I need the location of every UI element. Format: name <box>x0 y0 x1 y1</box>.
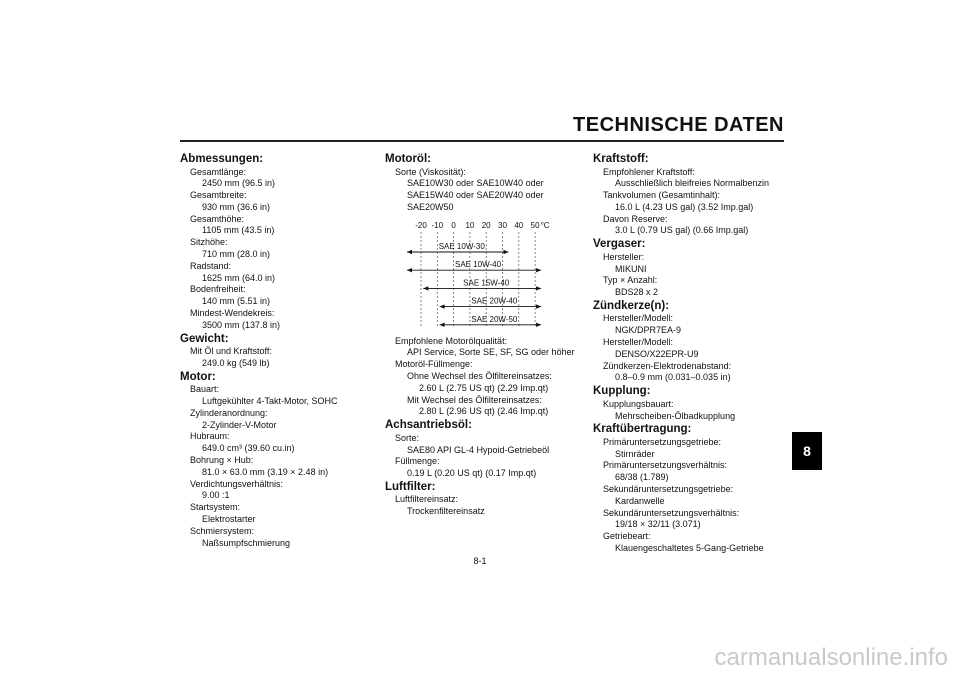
spec-line: Mindest-Wendekreis: <box>190 308 275 319</box>
section-heading: Kupplung: <box>593 385 651 398</box>
spec-line: Elektrostarter <box>202 514 256 525</box>
spec-line: Primäruntersetzungsgetriebe: <box>603 436 722 447</box>
spec-line: Naßsumpfschmierung <box>202 537 291 548</box>
spec-line: 930 mm (36.6 in) <box>202 201 271 212</box>
spec-line: Empfohlener Kraftstoff: <box>603 166 695 177</box>
section-heading: Vergaser: <box>593 238 646 251</box>
spec-line: Luftfiltereinsatz: <box>395 494 459 505</box>
spec-line: 16.0 L (4.23 US gal) (3.52 Imp.gal) <box>615 201 754 212</box>
section-heading: Kraftstoff: <box>593 153 649 165</box>
spec-line: Sekundäruntersetzungsgetriebe: <box>603 484 734 495</box>
spec-line: Startsystem: <box>190 502 241 513</box>
grade-arrow-right <box>536 304 541 308</box>
spec-line: Sitzhöhe: <box>190 237 228 248</box>
spec-line: Gesamtlänge: <box>190 166 247 177</box>
grade-label: SAE 20W-40 <box>471 296 518 306</box>
temp-label: 0 <box>451 220 456 230</box>
grade-label: SAE 10W-30 <box>438 241 485 251</box>
grade-label: SAE 15W-40 <box>463 278 510 288</box>
spec-line: Füllmenge: <box>395 456 440 467</box>
oil-and-filter-specs <box>385 336 585 518</box>
temp-label: -10 <box>431 220 444 230</box>
page-title: TECHNISCHE DATEN <box>573 114 784 136</box>
grade-arrow-left <box>440 322 445 326</box>
spec-line: SAE20W50 <box>407 201 454 212</box>
grade-arrow-right <box>504 249 509 253</box>
spec-line: Sorte (Viskosität): <box>395 166 466 177</box>
spec-line: Schmiersystem: <box>190 525 255 536</box>
spec-line: 1625 mm (64.0 in) <box>202 272 276 283</box>
spec-line: 710 mm (28.0 in) <box>202 249 271 260</box>
spec-line: Empfohlene Motorölqualität: <box>395 335 508 346</box>
oil-viscosity-chart <box>385 218 555 330</box>
spec-line: 2.80 L (2.96 US qt) (2.46 Imp.qt) <box>419 406 549 417</box>
grade-label: SAE 20W-50 <box>471 314 518 324</box>
spec-line: Mit Wechsel des Ölfiltereinsatzes: <box>407 394 542 405</box>
temp-label: 50 <box>530 220 540 230</box>
spec-line: Davon Reserve: <box>603 213 668 224</box>
header-rule <box>180 140 784 142</box>
spec-line: Sorte: <box>395 432 420 443</box>
grade-arrow-right <box>536 322 541 326</box>
spec-line: Bohrung × Hub: <box>190 455 254 466</box>
temp-label: 10 <box>465 220 475 230</box>
spec-line: Sekundäruntersetzungsverhältnis: <box>603 507 740 518</box>
spec-line: Bodenfreiheit: <box>190 284 246 295</box>
spec-line: Typ × Anzahl: <box>603 275 658 286</box>
page-number: 8-1 <box>473 556 487 566</box>
spec-line: API Service, Sorte SE, SF, SG oder höher <box>407 347 575 358</box>
spec-line: Hubraum: <box>190 431 230 442</box>
chapter-tab: 8 <box>792 432 822 470</box>
grade-arrow-left <box>407 268 412 272</box>
temp-unit: °C <box>540 220 550 230</box>
section-heading: Motoröl: <box>385 153 431 165</box>
spec-line: 3.0 L (0.79 US gal) (0.66 Imp.gal) <box>615 225 749 236</box>
spec-line: Zylinderanordnung: <box>190 407 268 418</box>
spec-line: Gesamthöhe: <box>190 213 245 224</box>
spec-line: Mehrscheiben-Ölbadkupplung <box>615 410 736 421</box>
spec-line: Kardanwelle <box>615 495 665 506</box>
spec-line: Mit Öl und Kraftstoff: <box>190 346 272 357</box>
spec-column-3 <box>593 152 783 555</box>
watermark: carmanualsonline.info <box>714 644 948 671</box>
temp-label: 40 <box>514 220 524 230</box>
spec-line: 2.60 L (2.75 US qt) (2.29 Imp.qt) <box>419 382 549 393</box>
spec-line: Radstand: <box>190 260 232 271</box>
spec-line: 9.00 :1 <box>202 490 230 501</box>
spec-line: Klauengeschaltetes 5-Gang-Getriebe <box>615 543 764 554</box>
temp-label: -20 <box>415 220 427 230</box>
spec-line: SAE15W40 oder SAE20W40 oder <box>407 190 544 201</box>
spec-line: 2450 mm (96.5 in) <box>202 178 276 189</box>
spec-line: 2-Zylinder-V-Motor <box>202 419 277 430</box>
temp-label: 20 <box>481 220 491 230</box>
section-heading: Achsantriebsöl: <box>385 419 472 432</box>
spec-column-1 <box>180 152 360 549</box>
spec-line: SAE10W30 oder SAE10W40 oder <box>407 178 544 189</box>
spec-line: BDS28 x 2 <box>615 287 659 298</box>
spec-line: 19/18 × 32/11 (3.071) <box>615 519 701 530</box>
section-heading: Abmessungen: <box>180 153 264 165</box>
section-heading: Zündkerze(n): <box>593 299 670 312</box>
grade-arrow-right <box>536 268 541 272</box>
spec-line: MIKUNI <box>615 263 647 274</box>
spec-line: DENSO/X22EPR-U9 <box>615 348 699 359</box>
grade-arrow-right <box>536 286 541 290</box>
spec-line: Stirnräder <box>615 448 655 459</box>
spec-line: 0.19 L (0.20 US qt) (0.17 Imp.qt) <box>407 468 537 479</box>
section-heading: Gewicht: <box>180 332 229 345</box>
spec-line: Primäruntersetzungsverhältnis: <box>603 460 728 471</box>
spec-line: Ausschließlich bleifreies Normalbenzin <box>615 178 770 189</box>
spec-line: Bauart: <box>190 384 220 395</box>
spec-line: 649.0 cm³ (39.60 cu.in) <box>202 443 295 454</box>
spec-line: Hersteller: <box>603 251 645 262</box>
spec-line: Motoröl-Füllmenge: <box>395 359 473 370</box>
spec-column-2 <box>385 152 585 518</box>
spec-line: Gesamtbreite: <box>190 190 247 201</box>
spec-line: Tankvolumen (Gesamtinhalt): <box>603 190 721 201</box>
section-heading: Motor: <box>180 370 216 383</box>
grade-arrow-left <box>423 286 428 290</box>
spec-line: 3500 mm (137.8 in) <box>202 319 281 330</box>
grade-arrow-left <box>440 304 445 308</box>
spec-line: SAE80 API GL-4 Hypoid-Getriebeöl <box>407 444 550 455</box>
spec-line: 140 mm (5.51 in) <box>202 296 271 307</box>
motor-oil-specs <box>385 153 585 214</box>
grade-arrow-left <box>407 249 412 253</box>
spec-line: 81.0 × 63.0 mm (3.19 × 2.48 in) <box>202 466 329 477</box>
spec-line: 68/38 (1.789) <box>615 472 669 483</box>
spec-line: Trockenfiltereinsatz <box>407 506 485 517</box>
section-heading: Luftfilter: <box>385 480 436 493</box>
grade-label: SAE 10W-40 <box>454 259 502 269</box>
temp-label: 30 <box>498 220 507 230</box>
section-heading: Kraftübertragung: <box>593 423 692 436</box>
spec-line: Luftgekühlter 4-Takt-Motor, SOHC <box>202 396 338 407</box>
spec-line: NGK/DPR7EA-9 <box>615 325 682 336</box>
spec-line: Hersteller/Modell: <box>603 337 674 348</box>
spec-line: 1105 mm (43.5 in) <box>202 225 275 236</box>
spec-line: Verdichtungsverhältnis: <box>190 478 284 489</box>
spec-line: Zündkerzen-Elektrodenabstand: <box>603 360 732 371</box>
spec-line: 0.8–0.9 mm (0.031–0.035 in) <box>615 372 731 383</box>
spec-line: Kupplungsbauart: <box>603 398 674 409</box>
spec-line: Hersteller/Modell: <box>603 313 674 324</box>
spec-line: 249.0 kg (549 lb) <box>202 357 270 368</box>
spec-line: Getriebeart: <box>603 531 651 542</box>
spec-line: Ohne Wechsel des Ölfiltereinsatzes: <box>407 371 552 382</box>
